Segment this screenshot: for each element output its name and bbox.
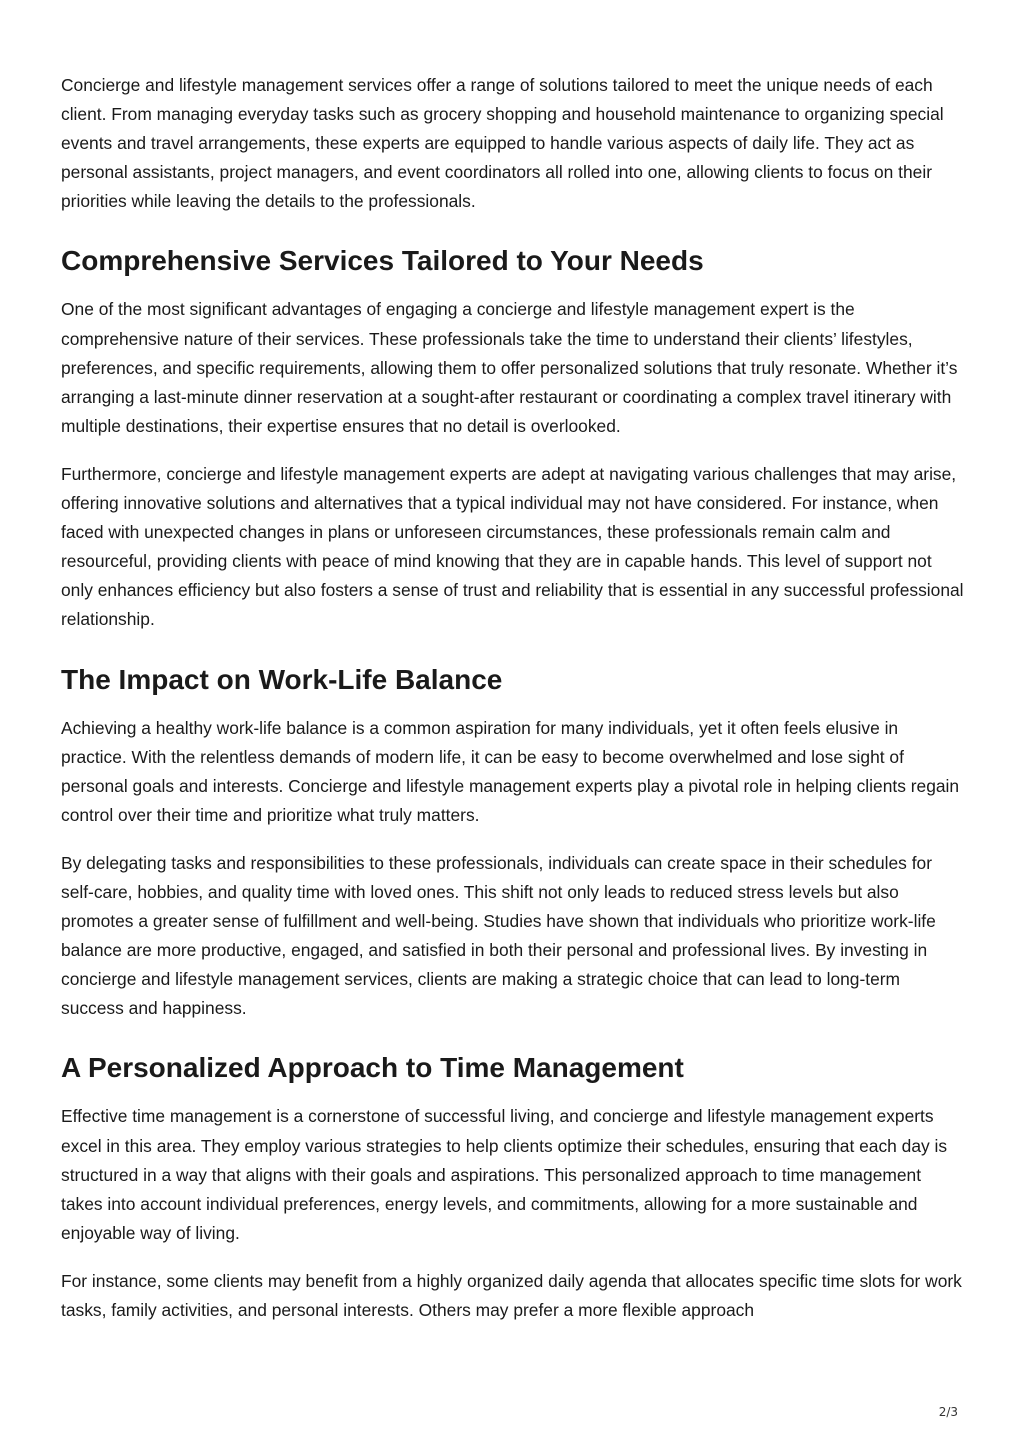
- section-paragraph: Achieving a healthy work-life balance is a common aspiration for many individuals, yet it often feels elusive in practice. With the relentless demands of modern life, it can be easy to become overwhelmed and lose sight of personal goals and interests. Concierge and lifestyle management experts play a pivotal role in helping clients regain control over their time and prioritize what truly matters.: [61, 717, 960, 825]
- section-heading-comprehensive-services: Comprehensive Services Tailored to Your Needs: [61, 245, 704, 277]
- section-paragraph: One of the most significant advantages of engaging a concierge and lifestyle management expert is the comprehensive nature of their services. These professionals take the time to understand their clients’ lifestyles, preferences, and specific requirements, allowing them to offer personalized solutions that truly resonate. Whether it’s arranging a last-minute dinner reservation at a sought-after restaurant or coordinating a complex travel itinerary with multiple destinations, their expertise ensures that no detail is overlooked.: [61, 299, 958, 436]
- page-number: 2/3: [938, 1405, 958, 1419]
- document-page: [61, 71, 967, 1344]
- section-paragraph: For instance, some clients may benefit from a highly organized daily agenda that allocates specific time slots for work tasks, family activities, and personal interests. Others may prefer a more flexible approach: [61, 1270, 962, 1320]
- intro-paragraph: Concierge and lifestyle management services offer a range of solutions tailored to meet the unique needs of each client. From managing everyday tasks such as grocery shopping and household maintenance to organizing special events and travel arrangements, these experts are equipped to handle various aspects of daily life. They act as personal assistants, project managers, and event coordinators all rolled into one, allowing clients to focus on their priorities while leaving the details to the professionals.: [61, 75, 944, 212]
- section-heading-work-life-balance: The Impact on Work-Life Balance: [61, 663, 503, 695]
- section-heading-time-management: A Personalized Approach to Time Management: [61, 1052, 684, 1084]
- section-paragraph: Furthermore, concierge and lifestyle management experts are adept at navigating various challenges that may arise, offering innovative solutions and alternatives that a typical individual may not have considered. For instance, when faced with unexpected changes in plans or unforeseen circumstances, these professionals remain calm and resourceful, providing clients with peace of mind knowing that they are in capable hands. This level of support not only enhances efficiency but also fosters a sense of trust and reliability that is essential in any successful professional relationship.: [61, 463, 964, 630]
- section-paragraph: By delegating tasks and responsibilities to these professionals, individuals can create space in their schedules for self-care, hobbies, and quality time with loved ones. This shift not only leads to reduced stress levels but also promotes a greater sense of fulfillment and well-being. Studies have shown that individuals who prioritize work-life balance are more productive, engaged, and satisfied in both their personal and professional lives. By investing in concierge and lifestyle management services, clients are making a strategic choice that can lead to long-term success and happiness.: [61, 852, 936, 1019]
- section-paragraph: Effective time management is a cornerstone of successful living, and concierge and lifestyle management experts excel in this area. They employ various strategies to help clients optimize their schedules, ensuring that each day is structured in a way that aligns with their goals and aspirations. This personalized approach to time management takes into account individual preferences, energy levels, and commitments, allowing for a more sustainable and enjoyable way of living.: [61, 1106, 948, 1243]
